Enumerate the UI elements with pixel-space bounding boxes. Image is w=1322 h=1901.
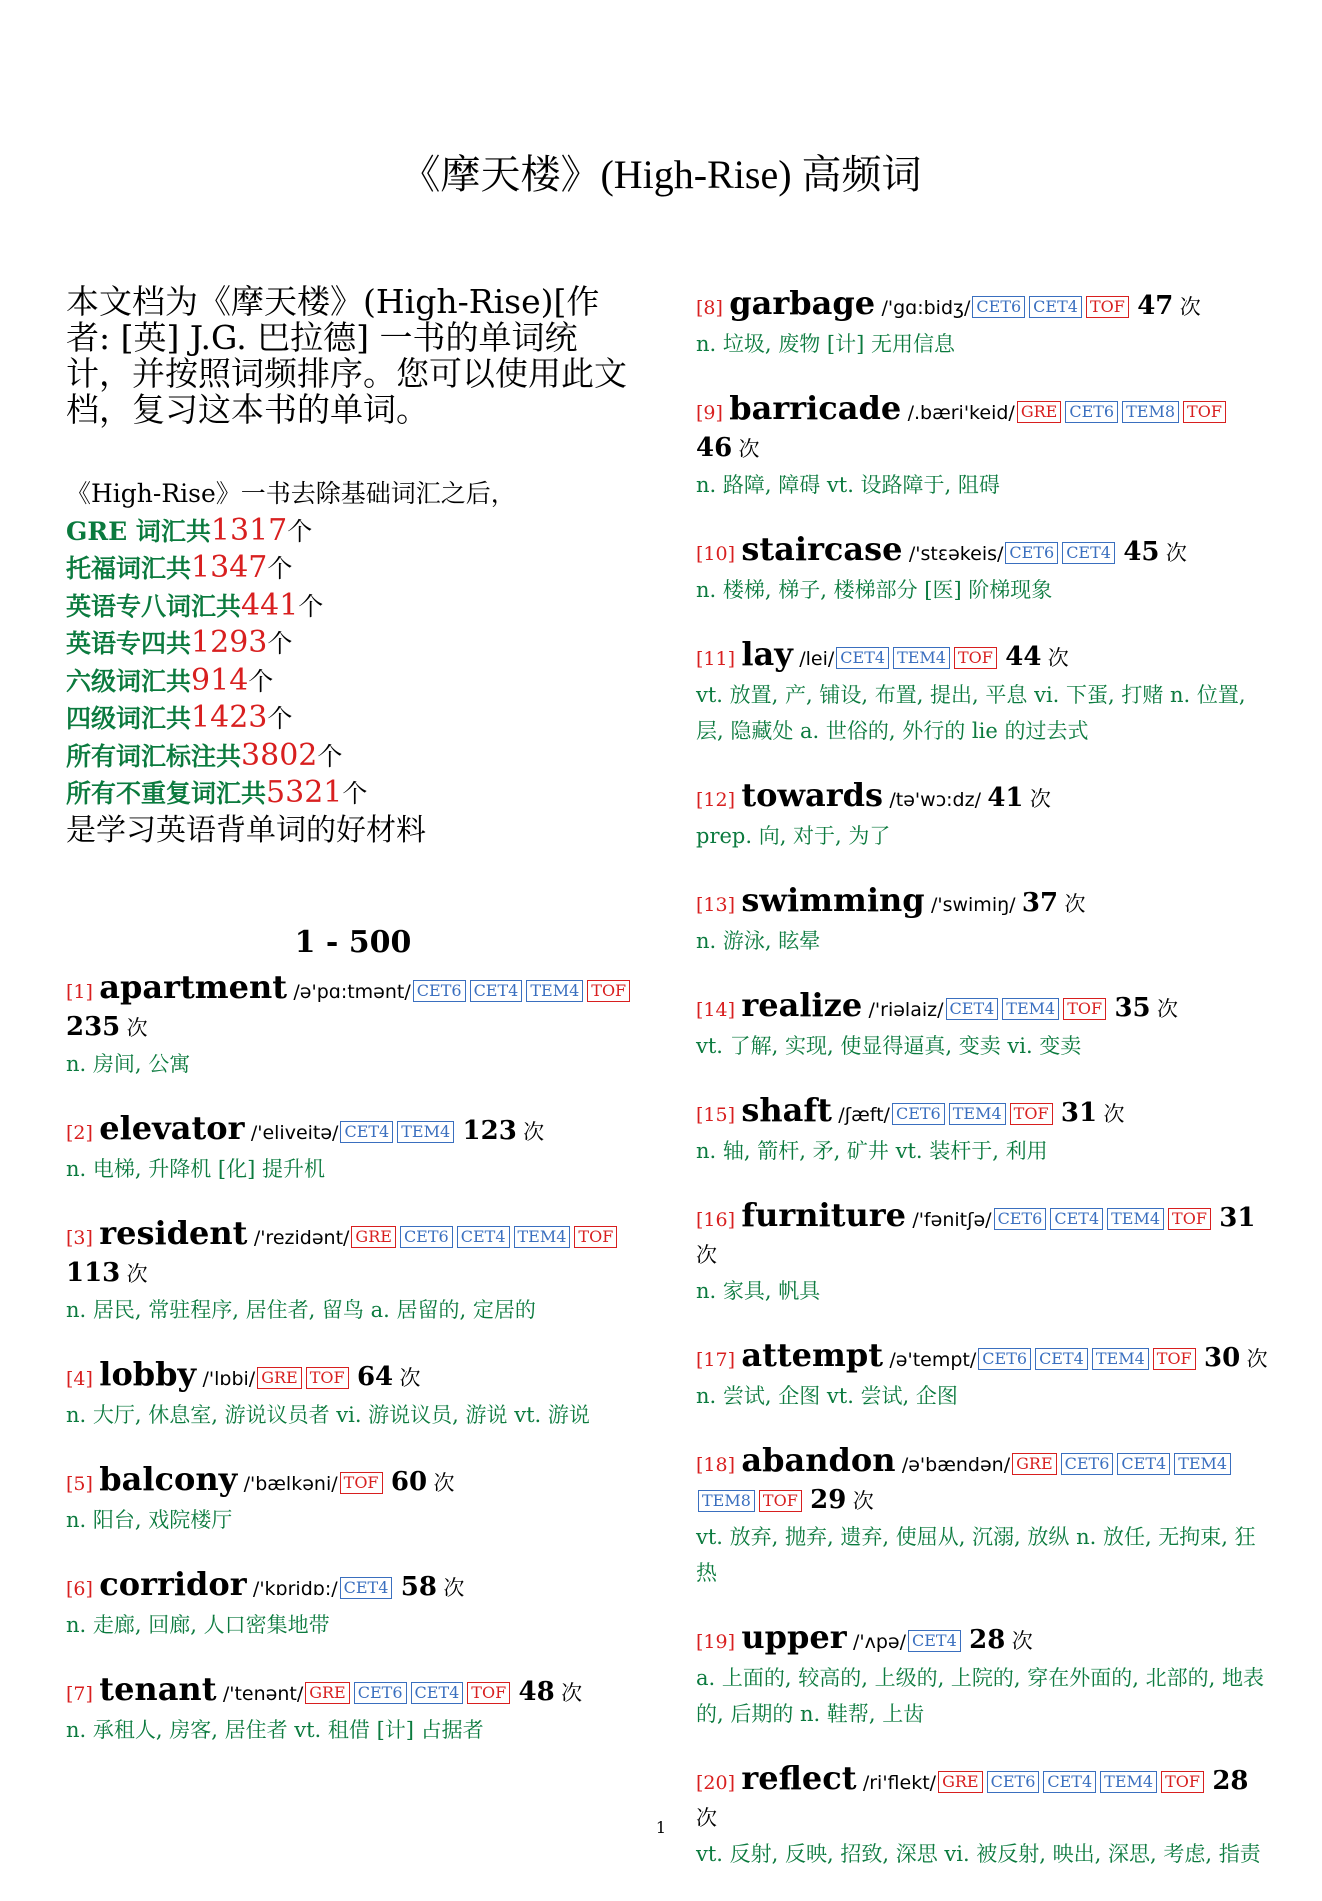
entry-count: 28: [1212, 1766, 1249, 1796]
entry-head: [66, 1567, 640, 1607]
entry-count: 35: [1114, 993, 1151, 1023]
entry-times: 次: [561, 1681, 583, 1705]
word-entry: [696, 1443, 1270, 1591]
vocab-tag: GRE: [938, 1771, 983, 1793]
entry-times: 次: [1157, 997, 1179, 1021]
entry-count: 30: [1204, 1343, 1241, 1373]
stat-label: 英语专八词汇共: [66, 591, 242, 621]
vocab-tag: CET6: [1065, 401, 1118, 423]
entry-word: tenant: [99, 1670, 217, 1708]
vocab-tag: TOF: [759, 1490, 802, 1512]
stat-label: GRE 词汇共: [66, 516, 211, 546]
entry-phonetic: /'swimiŋ/: [930, 894, 1016, 916]
entry-head: [696, 1338, 1270, 1378]
entry-word: shaft: [741, 1091, 832, 1129]
stat-unit: 个: [298, 591, 324, 621]
entry-phonetic: /lei/: [799, 648, 835, 670]
word-entry: [696, 1198, 1270, 1309]
vocab-tag: CET4: [1062, 542, 1115, 564]
entry-times: 次: [1047, 646, 1069, 670]
entry-rank: [3]: [66, 1227, 93, 1249]
word-entry: [696, 1338, 1270, 1414]
entry-word: abandon: [741, 1441, 896, 1479]
vocab-tag: TEM4: [1174, 1453, 1231, 1475]
entry-definition: n. 承租人, 房客, 居住者 vt. 租借 [计] 占据者: [66, 1718, 484, 1742]
word-entry: [696, 988, 1270, 1064]
entry-definition: n. 尝试, 企图 vt. 尝试, 企图: [696, 1384, 958, 1408]
entry-head: [696, 1198, 1270, 1273]
word-entry: [66, 1567, 640, 1643]
vocab-tag: TEM4: [397, 1121, 454, 1143]
entry-rank: [19]: [696, 1631, 736, 1653]
word-entry: [66, 1357, 640, 1433]
vocab-tag: CET6: [972, 296, 1025, 318]
entry-rank: [9]: [696, 402, 723, 424]
entry-count: 45: [1123, 537, 1160, 567]
vocab-tag: CET4: [908, 1630, 961, 1652]
entry-rank: [7]: [66, 1683, 93, 1705]
stat-value: 3802: [241, 737, 318, 773]
word-entry: [696, 1761, 1270, 1872]
entry-phonetic: /'lɒbi/: [202, 1368, 256, 1390]
vocab-tag: CET6: [987, 1771, 1040, 1793]
entry-definition: vt. 放置, 产, 铺设, 布置, 提出, 平息 vi. 下蛋, 打赌 n. 位置, 层, 隐藏处 a. 世俗的, 外行的 lie 的过去式: [696, 683, 1246, 743]
vocab-tag: TEM4: [949, 1103, 1006, 1125]
entry-phonetic: /.bæri'keid/: [907, 402, 1015, 424]
entry-count: 48: [518, 1677, 555, 1707]
vocab-tag: TEM4: [526, 980, 583, 1002]
entry-head: [66, 1672, 640, 1712]
stat-value: 441: [241, 587, 299, 623]
entry-rank: [20]: [696, 1772, 736, 1794]
vocab-tag: TOF: [1010, 1103, 1053, 1125]
stat-unit: 个: [248, 666, 274, 696]
vocab-tag: CET6: [892, 1103, 945, 1125]
entry-head: [66, 1357, 640, 1397]
stats-lead: 《High-Rise》一书去除基础词汇之后，: [66, 479, 516, 508]
vocab-tag: TOF: [1153, 1348, 1196, 1370]
left-column: [66, 284, 640, 1777]
vocab-tag: CET6: [413, 980, 466, 1002]
vocab-tag: TOF: [587, 980, 630, 1002]
entry-word: reflect: [741, 1759, 857, 1797]
entry-rank: [16]: [696, 1209, 736, 1231]
stat-value: 1347: [191, 550, 268, 585]
vocab-tag: TEM8: [1122, 401, 1179, 423]
entry-times: 次: [126, 1262, 148, 1286]
entry-definition: n. 居民, 常驻程序, 居住者, 留鸟 a. 居留的, 定居的: [66, 1298, 536, 1322]
entry-phonetic: /'bælkəni/: [243, 1473, 338, 1495]
vocab-tag: CET6: [400, 1226, 453, 1248]
vocab-tag: TOF: [1063, 998, 1106, 1020]
entry-rank: [11]: [696, 648, 736, 670]
vocab-tag: CET4: [1050, 1208, 1103, 1230]
entry-rank: [6]: [66, 1578, 93, 1600]
entry-rank: [12]: [696, 789, 736, 811]
stats-closing: 是学习英语背单词的好材料: [66, 812, 426, 848]
word-entry: [696, 1093, 1270, 1169]
entry-phonetic: /'kɒridɒ:/: [252, 1578, 338, 1600]
vocab-tag: CET4: [340, 1121, 393, 1143]
entry-phonetic: /tə'wɔ:dz/: [889, 789, 981, 811]
stat-label: 六级词汇共: [66, 666, 192, 696]
entry-count: 28: [969, 1625, 1006, 1655]
entry-definition: vt. 了解, 实现, 使显得逼真, 变卖 vi. 变卖: [696, 1034, 1082, 1058]
entry-word: attempt: [741, 1336, 884, 1374]
entry-head: [696, 883, 1270, 923]
left-entry-list: [66, 970, 640, 1748]
entry-count: 60: [390, 1467, 428, 1497]
entry-count: 64: [356, 1362, 394, 1392]
page-title: 《摩天楼》(High-Rise) 高频词: [400, 152, 922, 197]
stat-unit: 个: [267, 704, 293, 733]
vocab-tag: CET6: [978, 1348, 1031, 1370]
vocab-tag: TOF: [467, 1682, 510, 1704]
entry-rank: [1]: [66, 981, 93, 1003]
intro-paragraph: 本文档为《摩天楼》(High-Rise)[作者: [英] J.G. 巴拉德] 一书的单词统计，并按照词频排序。您可以使用此文档，复习这本书的单词。: [66, 282, 627, 429]
vocab-tag: TEM8: [698, 1490, 755, 1512]
stat-line: [66, 663, 640, 701]
entry-definition: n. 大厅, 休息室, 游说议员者 vi. 游说议员, 游说 vt. 游说: [66, 1403, 590, 1427]
entry-times: 次: [443, 1576, 465, 1600]
vocab-tag: CET6: [354, 1682, 407, 1704]
vocab-tag: CET4: [411, 1682, 464, 1704]
entry-word: balcony: [99, 1460, 238, 1498]
entry-word: lay: [741, 635, 793, 673]
entry-times: 次: [399, 1366, 421, 1390]
entry-head: [66, 1111, 640, 1151]
entry-count: 41: [987, 783, 1024, 813]
vocab-tag: CET6: [1061, 1453, 1114, 1475]
stat-line: [66, 738, 640, 776]
entry-phonetic: /ə'bændən/: [901, 1454, 1011, 1476]
entry-count: 235: [66, 1012, 121, 1042]
entry-word: towards: [741, 776, 884, 814]
vocab-tag: TOF: [1161, 1771, 1204, 1793]
entry-count: 58: [400, 1572, 437, 1602]
entry-definition: a. 上面的, 较高的, 上级的, 上院的, 穿在外面的, 北部的, 地表的, 后期的 n. 鞋帮, 上齿: [696, 1666, 1264, 1726]
entry-phonetic: /'eliveitə/: [250, 1122, 339, 1144]
entry-phonetic: /'stɛəkeis/: [908, 543, 1004, 565]
entry-times: 次: [1246, 1347, 1268, 1371]
page-number: 1: [655, 1818, 667, 1837]
entry-times: 次: [1029, 787, 1051, 811]
entry-rank: [13]: [696, 894, 736, 916]
entry-head: [696, 637, 1270, 677]
entry-definition: n. 房间, 公寓: [66, 1052, 191, 1076]
entry-phonetic: /'ʌpə/: [852, 1631, 906, 1653]
vocab-tag: CET4: [470, 980, 523, 1002]
word-entry: [696, 637, 1270, 749]
stat-line: [66, 550, 640, 588]
entry-word: lobby: [99, 1355, 197, 1393]
vocab-tag: TOF: [574, 1226, 617, 1248]
vocab-tag: GRE: [305, 1682, 350, 1704]
vocab-tag: CET4: [1043, 1771, 1096, 1793]
range-heading: 1 - 500: [294, 925, 412, 960]
stat-label: 所有词汇标注共: [66, 741, 242, 771]
entry-phonetic: /ʃæft/: [838, 1104, 890, 1126]
vocab-tag: CET4: [1029, 296, 1082, 318]
entry-word: staircase: [741, 530, 903, 568]
entry-times: 次: [738, 437, 760, 461]
stat-unit: 个: [267, 629, 293, 658]
stat-unit: 个: [342, 779, 368, 808]
entry-head: [696, 1093, 1270, 1133]
stats-block: [66, 476, 640, 849]
word-entry: [696, 286, 1270, 362]
vocab-tag: TOF: [306, 1367, 349, 1389]
entry-times: 次: [126, 1016, 148, 1040]
entry-definition: vt. 放弃, 抛弃, 遗弃, 使屈从, 沉溺, 放纵 n. 放任, 无拘束, 狂热: [696, 1525, 1256, 1585]
word-entry: [696, 391, 1270, 503]
vocab-tag: CET6: [1005, 542, 1058, 564]
entry-word: corridor: [99, 1565, 247, 1603]
stat-value: 914: [191, 662, 249, 698]
entry-phonetic: /'gɑ:bidʒ/: [881, 297, 971, 319]
entry-word: garbage: [729, 284, 876, 322]
entry-times: 次: [523, 1120, 545, 1144]
entry-head: [66, 970, 640, 1046]
entry-phonetic: /ri'flekt/: [862, 1772, 937, 1794]
entry-word: apartment: [99, 968, 288, 1006]
entry-head: [696, 286, 1270, 326]
vocab-tag: CET6: [994, 1208, 1047, 1230]
vocab-tag: TEM4: [893, 647, 950, 669]
entry-rank: [8]: [696, 297, 723, 319]
stat-label: 英语专四共: [66, 629, 192, 658]
word-entry: [66, 1111, 640, 1187]
entry-word: barricade: [729, 389, 902, 427]
vocab-tag: TEM4: [1002, 998, 1059, 1020]
vocab-tag: GRE: [257, 1367, 302, 1389]
stat-value: 5321: [266, 775, 343, 810]
entry-times: 次: [433, 1471, 455, 1495]
entry-head: [696, 988, 1270, 1028]
vocab-tag: GRE: [1012, 1453, 1057, 1475]
stat-line: [66, 625, 640, 663]
entry-rank: [14]: [696, 999, 736, 1021]
stat-line: [66, 775, 640, 813]
word-entry: [696, 1620, 1270, 1732]
right-column: [696, 286, 1270, 1901]
entry-times: 次: [696, 1806, 717, 1830]
word-entry: [696, 532, 1270, 608]
vocab-tag: TEM4: [1092, 1348, 1149, 1370]
entry-times: 次: [852, 1489, 874, 1513]
vocab-tag: TEM4: [1107, 1208, 1164, 1230]
entry-count: 37: [1021, 888, 1059, 918]
vocab-tag: TEM4: [514, 1226, 571, 1248]
entry-definition: n. 家具, 帆具: [696, 1279, 821, 1303]
word-entry: [66, 970, 640, 1082]
entry-times: 次: [1179, 295, 1201, 319]
word-entry: [696, 883, 1270, 959]
word-entry: [66, 1462, 640, 1538]
vocab-tag: CET4: [340, 1577, 393, 1599]
entry-count: 113: [66, 1258, 121, 1288]
entry-times: 次: [1103, 1102, 1125, 1126]
vocab-tag: CET4: [457, 1226, 510, 1248]
entry-definition: vt. 反射, 反映, 招致, 深思 vi. 被反射, 映出, 深思, 考虑, 指责: [696, 1842, 1261, 1866]
vocab-tag: TOF: [1168, 1208, 1211, 1230]
vocab-tag: GRE: [351, 1226, 396, 1248]
word-entry: [66, 1216, 640, 1328]
entry-times: 次: [1064, 892, 1086, 916]
entry-head: [66, 1216, 640, 1292]
vocab-tag: TEM4: [1100, 1771, 1157, 1793]
stat-unit: 个: [287, 516, 313, 546]
entry-count: 123: [462, 1116, 517, 1146]
entry-definition: n. 电梯, 升降机 [化] 提升机: [66, 1157, 325, 1181]
vocab-tag: CET4: [836, 647, 889, 669]
vocab-tag: TOF: [954, 647, 997, 669]
stat-label: 所有不重复词汇共: [66, 779, 267, 808]
entry-rank: [2]: [66, 1122, 93, 1144]
entry-rank: [18]: [696, 1454, 736, 1476]
vocab-tag: GRE: [1017, 401, 1062, 423]
entry-count: 31: [1219, 1203, 1256, 1233]
entry-definition: n. 走廊, 回廊, 人口密集地带: [66, 1613, 330, 1637]
vocab-tag: CET4: [1035, 1348, 1088, 1370]
word-entry: [66, 1672, 640, 1748]
stat-label: 四级词汇共: [66, 704, 192, 733]
entry-times: 次: [696, 1243, 717, 1267]
stat-line: [66, 513, 640, 551]
entry-phonetic: /'rezidənt/: [253, 1227, 350, 1249]
entry-word: upper: [741, 1618, 847, 1656]
entry-phonetic: /'riəlaiz/: [868, 999, 944, 1021]
vocab-tag: TOF: [340, 1472, 383, 1494]
entry-word: swimming: [741, 881, 925, 919]
entry-phonetic: /'fənitʃə/: [912, 1209, 992, 1231]
entry-rank: [10]: [696, 543, 736, 565]
stats-lines: [66, 513, 640, 813]
stat-line: [66, 588, 640, 626]
entry-head: [696, 391, 1270, 467]
entry-phonetic: /ə'tempt/: [889, 1349, 977, 1371]
entry-count: 47: [1137, 291, 1174, 321]
entry-word: elevator: [99, 1109, 245, 1147]
entry-times: 次: [1011, 1629, 1033, 1653]
vocab-tag: TOF: [1086, 296, 1129, 318]
entry-rank: [4]: [66, 1368, 93, 1390]
vocab-tag: TOF: [1183, 401, 1226, 423]
entry-count: 29: [810, 1485, 847, 1515]
entry-word: realize: [741, 986, 863, 1024]
entry-rank: [5]: [66, 1473, 93, 1495]
entry-definition: n. 垃圾, 废物 [计] 无用信息: [696, 332, 955, 356]
entry-word: resident: [99, 1214, 248, 1252]
entry-word: furniture: [741, 1196, 906, 1234]
stat-value: 1293: [191, 625, 268, 660]
entry-definition: n. 路障, 障碍 vt. 设路障于, 阻碍: [696, 473, 1000, 497]
entry-definition: n. 游泳, 眩晕: [696, 929, 821, 953]
stat-unit: 个: [317, 741, 343, 771]
stat-unit: 个: [267, 554, 293, 583]
right-entry-list: [696, 286, 1270, 1872]
entry-times: 次: [1165, 541, 1187, 565]
entry-definition: n. 楼梯, 梯子, 楼梯部分 [医] 阶梯现象: [696, 578, 1053, 602]
entry-rank: [15]: [696, 1104, 736, 1126]
vocab-tag: CET4: [1117, 1453, 1170, 1475]
entry-head: [696, 1443, 1270, 1519]
entry-head: [696, 532, 1270, 572]
entry-definition: n. 轴, 箭杆, 矛, 矿井 vt. 装杆于, 利用: [696, 1139, 1048, 1163]
stat-label: 托福词汇共: [66, 554, 192, 583]
entry-rank: [17]: [696, 1349, 736, 1371]
entry-count: 31: [1060, 1098, 1098, 1128]
stat-value: 1317: [210, 512, 288, 548]
entry-phonetic: /'tenənt/: [222, 1683, 304, 1705]
entry-head: [66, 1462, 640, 1502]
stat-line: [66, 700, 640, 738]
entry-definition: prep. 向, 对于, 为了: [696, 824, 891, 848]
entry-count: 44: [1005, 642, 1042, 672]
word-entry: [696, 778, 1270, 854]
entry-head: [696, 1620, 1270, 1660]
entry-phonetic: /ə'pɑ:tmənt/: [293, 981, 411, 1003]
stat-value: 1423: [191, 700, 268, 735]
entry-count: 46: [696, 433, 733, 463]
entry-head: [696, 778, 1270, 818]
vocab-tag: CET4: [946, 998, 999, 1020]
entry-definition: n. 阳台, 戏院楼厅: [66, 1508, 233, 1532]
